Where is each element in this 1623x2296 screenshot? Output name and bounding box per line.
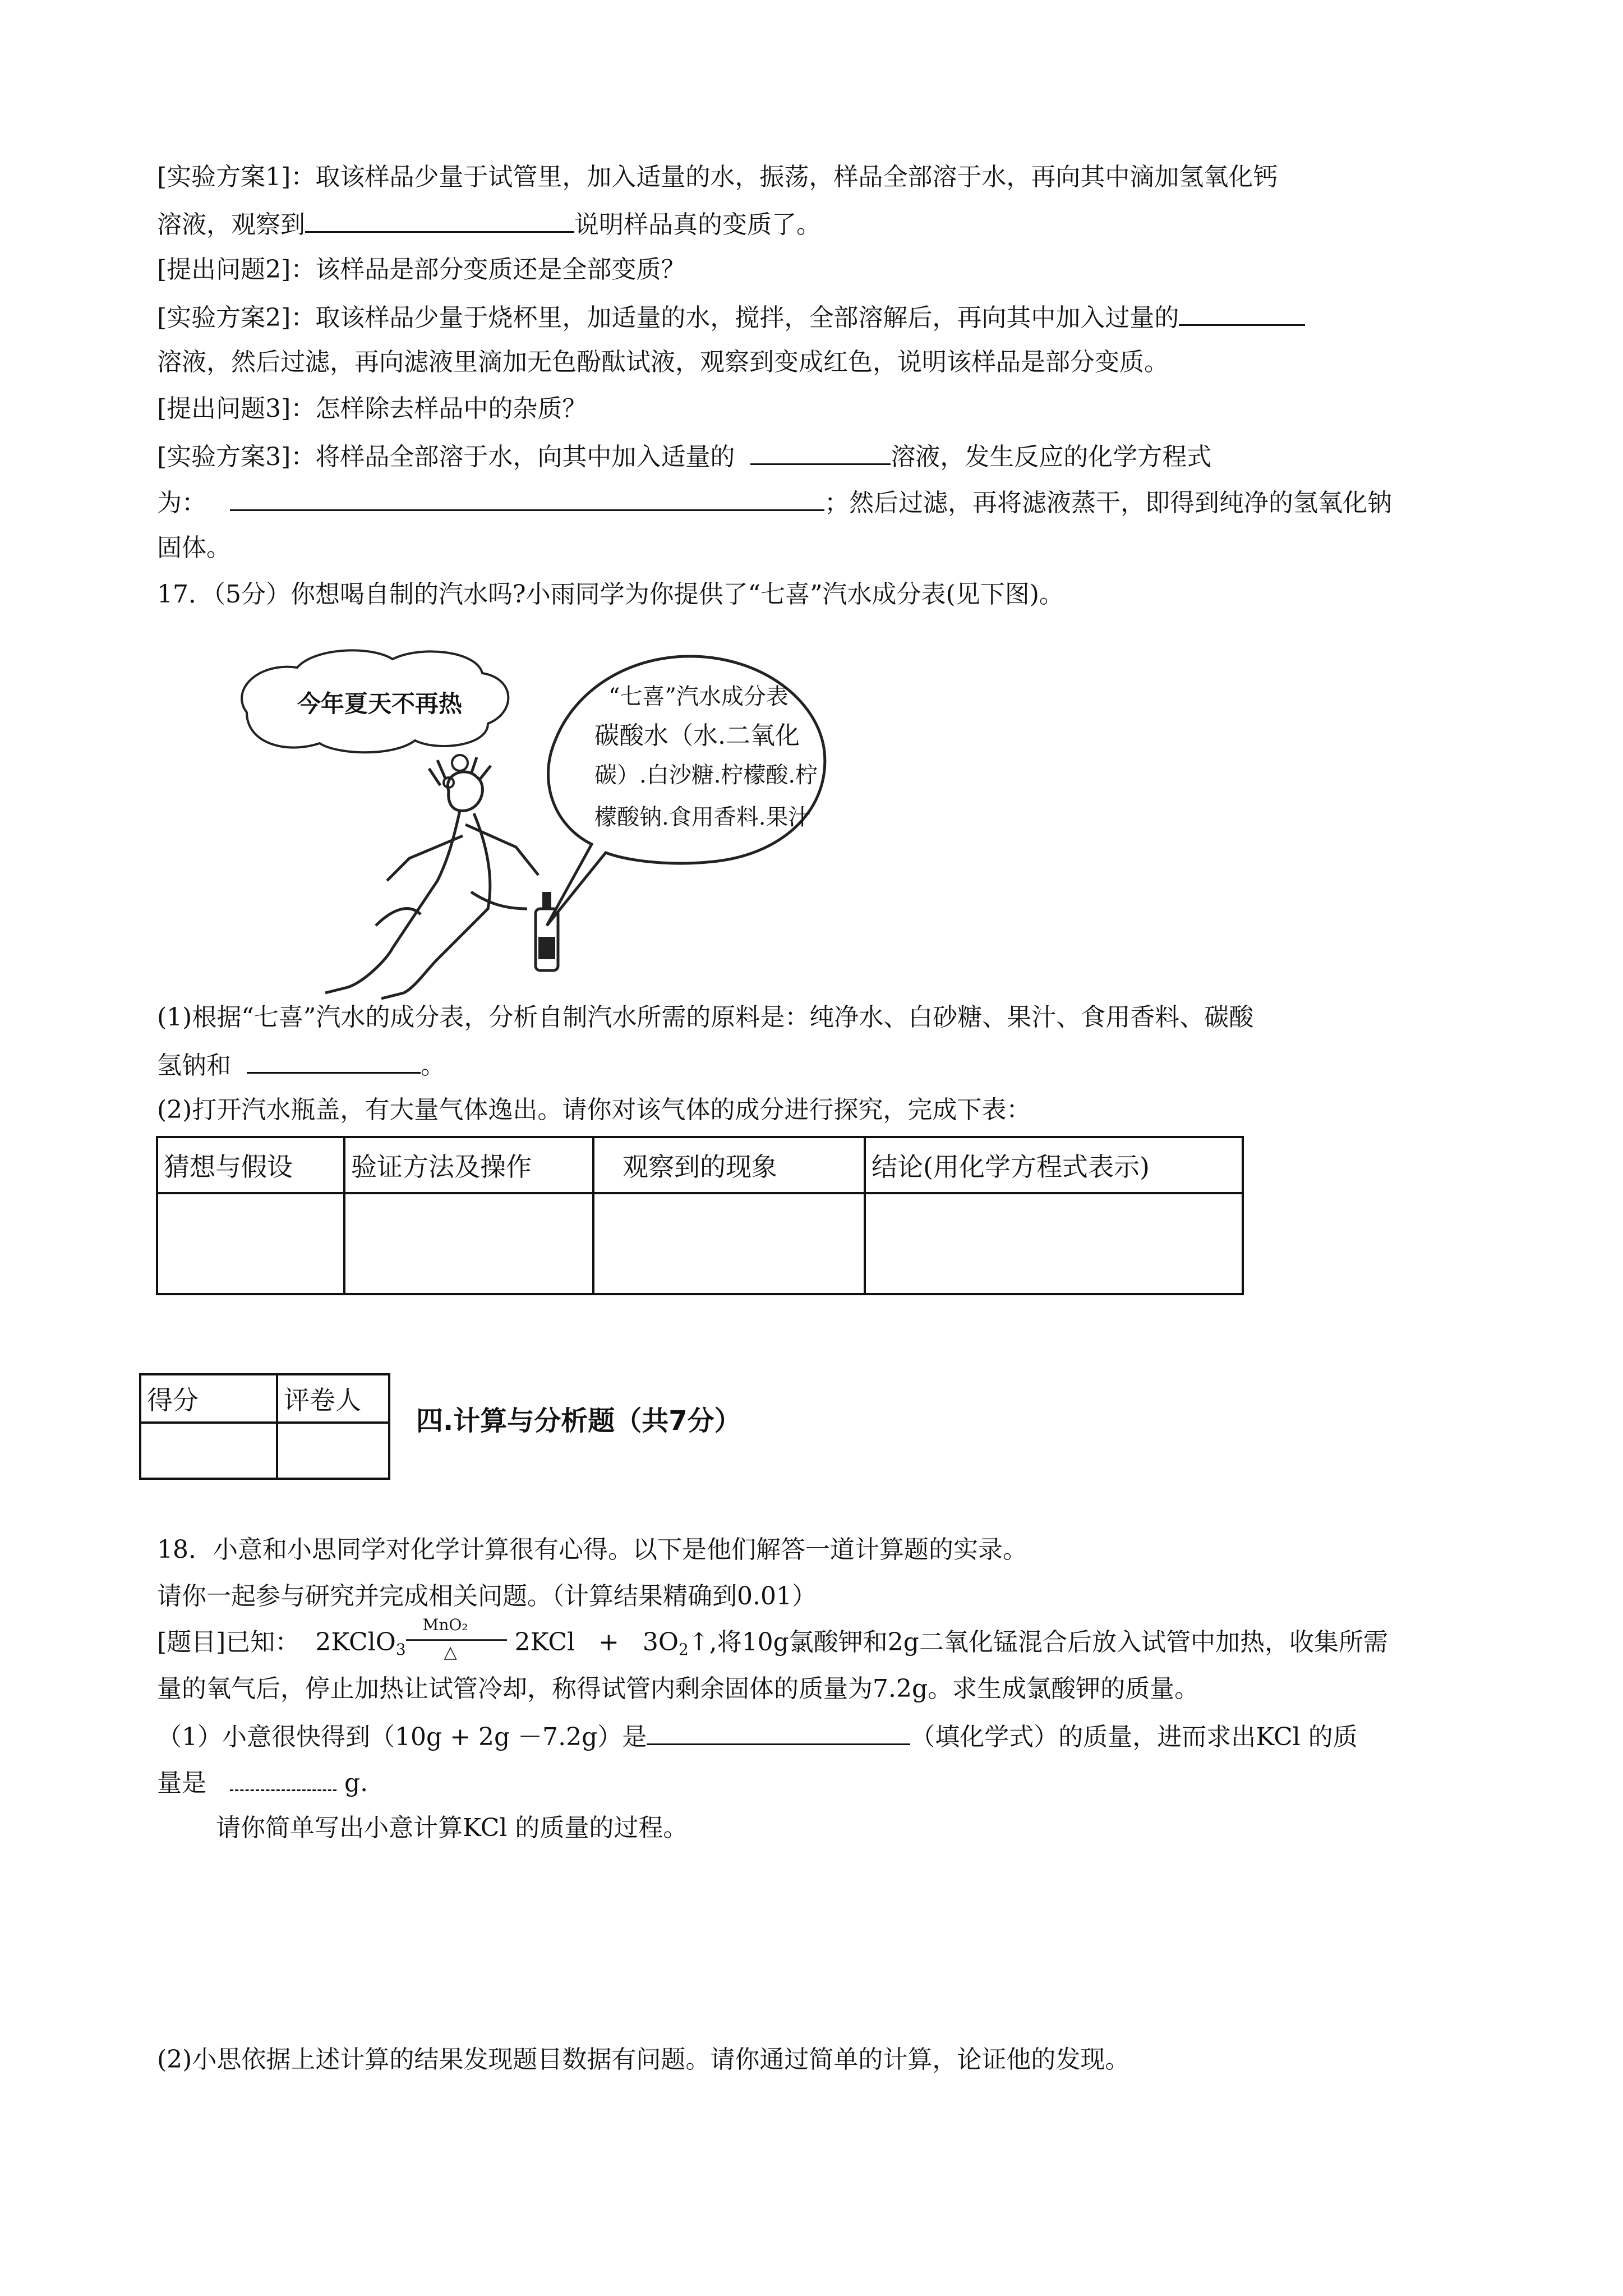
header-method: 验证方法及操作 xyxy=(344,1137,593,1193)
eq-heat-icon: △ xyxy=(444,1642,457,1662)
header-hypothesis: 猜想与假设 xyxy=(157,1137,344,1193)
question18-part1-c: 请你简单写出小意计算KCl 的质量的过程。 xyxy=(216,1814,688,1842)
question18-part2: (2)小思依据上述计算的结果发现题目数据有问题。请你通过简单的计算，论证他的发现。 xyxy=(157,2045,1130,2074)
q18-kcl-mass-blank[interactable] xyxy=(230,1767,336,1791)
plan3-line-b xyxy=(157,487,1392,518)
eq-product2: 3O xyxy=(642,1628,679,1657)
label-line-1: 碳酸水（水.二氧化 xyxy=(594,721,800,750)
plan2-text: [实验方案2]：取该样品少量于烧杯里，加适量的水，搅拌，全部溶解后，再向其中加入过量的 xyxy=(157,303,1179,332)
reaction-equation xyxy=(315,1616,689,1662)
plan3-suffix: 溶液，发生反应的化学方程式 xyxy=(891,443,1212,471)
plan3-reagent-blank[interactable] xyxy=(750,441,891,465)
inquiry-header-row xyxy=(157,1137,1243,1193)
question3: [提出问题3]：怎样除去样品中的杂质？ xyxy=(157,394,587,423)
question17-intro: 17．（5分）你想喝自制的汽水吗?小雨同学为你提供了“七喜”汽水成分表(见下图)。 xyxy=(157,580,1064,609)
answer-observation-cell[interactable] xyxy=(593,1193,865,1294)
header-observation: 观察到的现象 xyxy=(593,1137,865,1193)
score-label: 得分 xyxy=(140,1374,277,1423)
header-conclusion: 结论(用化学方程式表示) xyxy=(865,1137,1243,1193)
plan3-prefix: [实验方案3]：将样品全部溶于水，向其中加入适量的 xyxy=(157,443,735,471)
label-title: “七喜”汽水成分表 xyxy=(608,684,789,710)
plan3-b-prefix: 为： xyxy=(157,489,206,517)
ingredient-label xyxy=(583,668,819,836)
thought-text: 今年夏天不再热 xyxy=(297,690,463,717)
q18-1b-suffix: g. xyxy=(344,1769,368,1797)
question18-line-d: 量的氧气后，停止加热让试管冷却，称得试管内剩余固体的质量为7.2g。求生成氯酸钾的质量。 xyxy=(157,1674,1200,1703)
label-line-2: 碳）.白沙糖.柠檬酸.柠 xyxy=(594,762,818,788)
section4-title: 四.计算与分析题（共7分） xyxy=(416,1405,741,1437)
plan3-equation-blank[interactable] xyxy=(230,487,824,511)
plan1-line-a: [实验方案1]：取该样品少量于试管里，加入适量的水，振荡，样品全部溶于水，再向其中滴加氢氧化钙 xyxy=(157,163,1278,191)
question17-part2: (2)打开汽水瓶盖，有大量气体逸出。请你对该气体的成分进行探究，完成下表： xyxy=(157,1096,1031,1124)
grader-label: 评卷人 xyxy=(277,1374,389,1423)
eq-product1: 2KCl xyxy=(514,1628,575,1657)
plan2-line-b: 溶液，然后过滤，再向滤液里滴加无色酚酞试液，观察到变成红色，说明该样品是部分变质。 xyxy=(157,348,1169,376)
person-sketch xyxy=(325,757,538,999)
q17-1b-end: 。 xyxy=(420,1051,445,1080)
plan3-line-c: 固体。 xyxy=(157,533,231,562)
question18-part1-b xyxy=(157,1767,368,1798)
grader-cell[interactable] xyxy=(277,1423,389,1479)
eq-reactant-sub: 3 xyxy=(395,1640,406,1659)
inquiry-table xyxy=(156,1136,1244,1295)
question17-part1-a: (1)根据“七喜”汽水的成分表，分析自制汽水所需的原料是：纯净水、白砂糖、果汁、食用香料、碳酸 xyxy=(157,1003,1254,1032)
q18-1a-suffix: （填化学式）的质量，进而求出KCl 的质 xyxy=(910,1723,1358,1751)
eq-catalyst: MnO₂ xyxy=(422,1616,468,1634)
question18-line-b: 请你一起参与研究并完成相关问题。（计算结果精确到0.01） xyxy=(157,1582,817,1611)
q17-ingredient-blank[interactable] xyxy=(247,1050,421,1074)
score-cell[interactable] xyxy=(140,1423,277,1479)
q18-1a-prefix: （1）小意很快得到（10g + 2g －7.2g）是 xyxy=(157,1723,647,1751)
answer-conclusion-cell[interactable] xyxy=(865,1193,1243,1294)
q18-given-suffix: ↑,将10g氯酸钾和2g二氧化锰混合后放入试管中加热，收集所需 xyxy=(688,1628,1388,1657)
plan1-suffix: 说明样品真的变质了。 xyxy=(574,210,821,239)
eq-condition xyxy=(406,1616,507,1662)
answer-hypothesis-cell[interactable] xyxy=(157,1193,344,1294)
answer-method-cell[interactable] xyxy=(344,1193,593,1294)
eq-plus: + xyxy=(598,1628,619,1657)
plan3-line-a xyxy=(157,441,1211,472)
score-box xyxy=(139,1373,390,1480)
eq-product2-sub: 2 xyxy=(678,1640,689,1659)
question17-part1-b xyxy=(157,1050,445,1081)
plan3-b-suffix: ；然后过滤，再将滤液蒸干，即得到纯净的氢氧化钠 xyxy=(824,489,1392,517)
plan1-line-b xyxy=(157,209,821,240)
question2: [提出问题2]：该样品是部分变质还是全部变质？ xyxy=(157,255,686,284)
question18-part1-a xyxy=(157,1721,1358,1752)
q18-formula-blank[interactable] xyxy=(647,1721,910,1745)
soda-bottle xyxy=(536,892,558,970)
q18-given-prefix: [题目]已知： xyxy=(157,1628,300,1657)
question18-line-c xyxy=(157,1616,1388,1662)
label-line-3: 檬酸钠.食用香料.果汁 xyxy=(594,804,811,830)
seven-up-cartoon xyxy=(224,645,1009,1004)
eq-reactant: 2KClO xyxy=(315,1628,396,1657)
plan1-prefix: 溶液，观察到 xyxy=(157,210,305,239)
plan2-answer-blank[interactable] xyxy=(1179,302,1305,326)
q17-1b-text: 氢钠和 xyxy=(157,1051,231,1080)
q18-1b-prefix: 量是 xyxy=(157,1769,206,1797)
question18-line-a: 18．小意和小思同学对化学计算很有心得。以下是他们解答一道计算题的实录。 xyxy=(157,1535,1027,1564)
inquiry-answer-row xyxy=(157,1193,1243,1294)
plan1-answer-blank[interactable] xyxy=(305,209,574,233)
plan2-line-a xyxy=(157,302,1305,333)
